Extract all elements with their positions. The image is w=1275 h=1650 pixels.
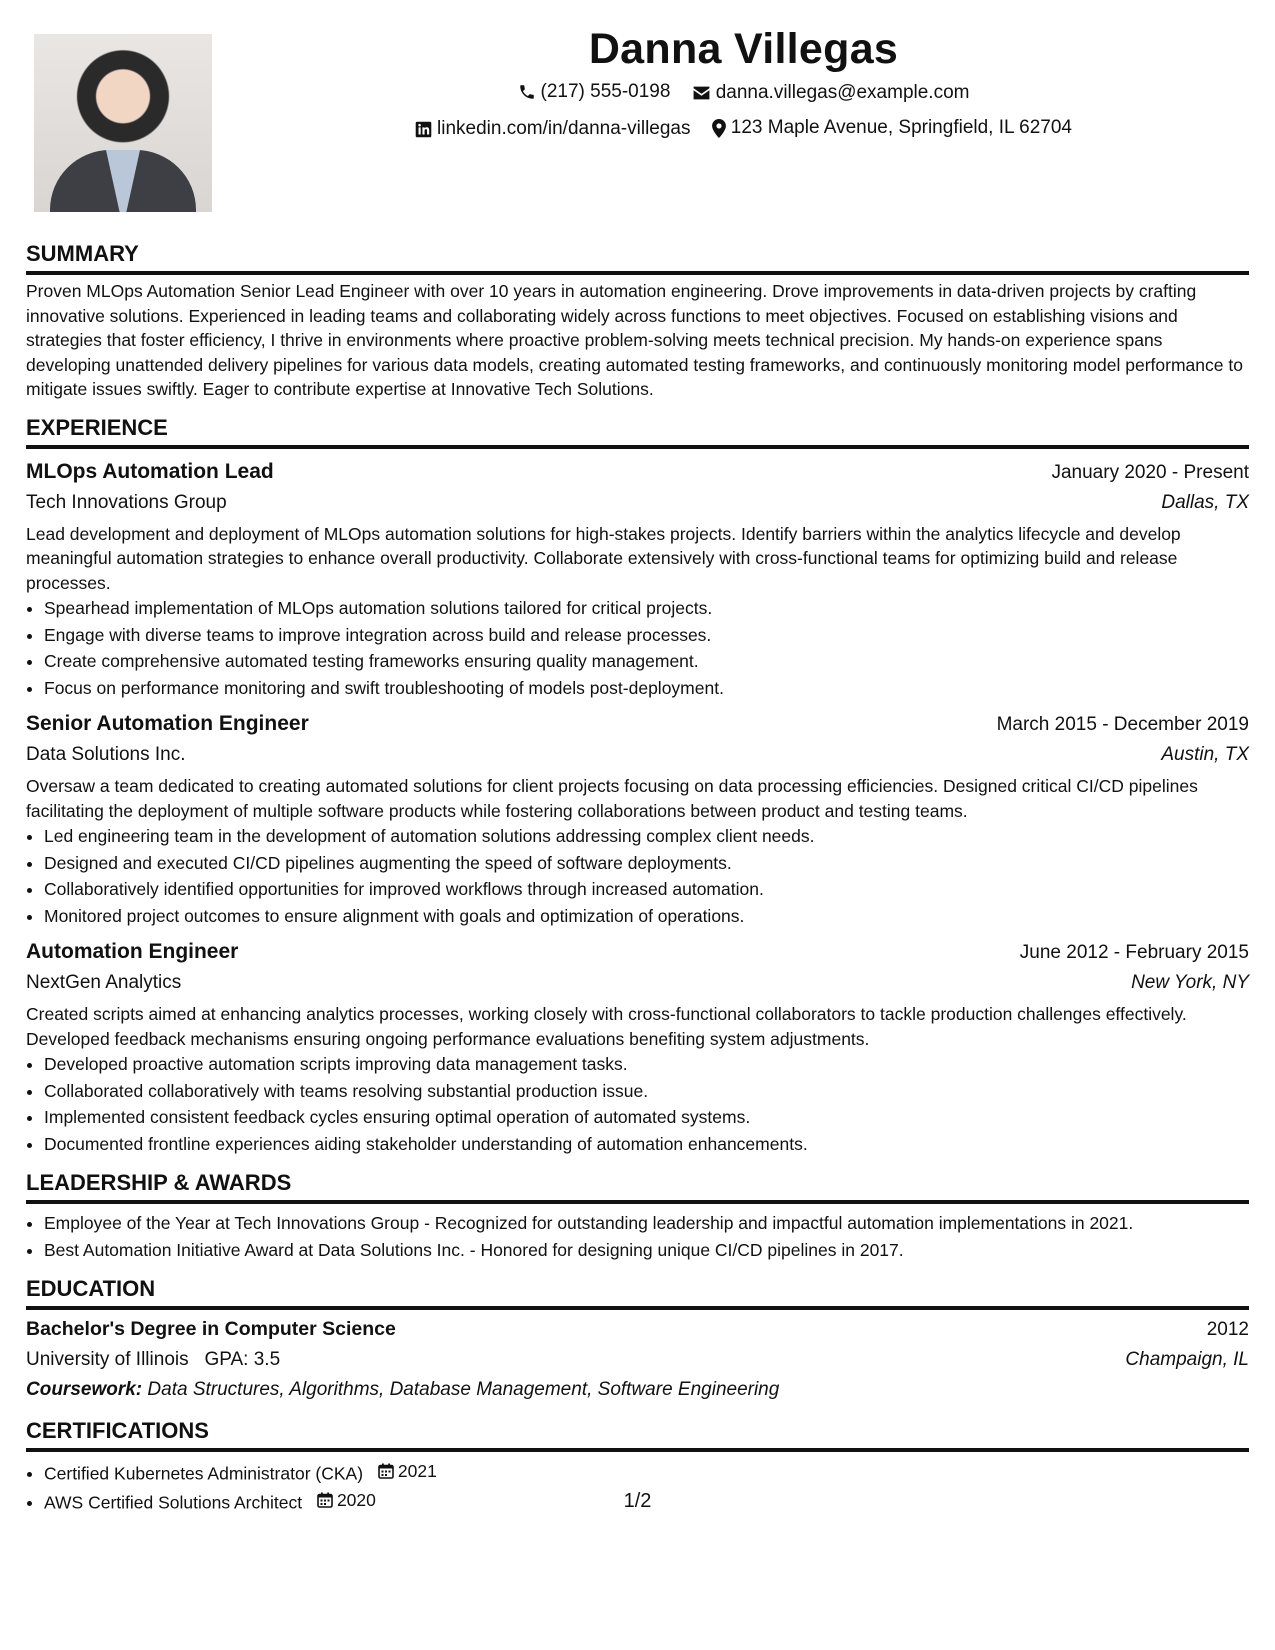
page-number: 1/2 xyxy=(623,1490,652,1512)
list-item: • Documented frontline experiences aiding stakeholder understanding of automation enhancements. xyxy=(44,1131,1249,1158)
list-item: • Engage with diverse teams to improve integration across build and release processes. xyxy=(44,622,1249,649)
phone-icon xyxy=(518,83,536,101)
job-dates: January 2020 - Present xyxy=(1051,461,1249,483)
job-entry xyxy=(26,457,1249,702)
section-title-awards: LEADERSHIP & AWARDS xyxy=(26,1169,1249,1204)
summary-section xyxy=(26,240,1249,402)
map-pin-icon xyxy=(712,119,726,138)
experience-section xyxy=(26,414,1249,1158)
company-name: Tech Innovations Group xyxy=(26,491,227,513)
coursework xyxy=(26,1375,1249,1405)
job-title: MLOps Automation Lead xyxy=(26,459,274,483)
list-item xyxy=(44,1458,1249,1487)
list-item: • Focus on performance monitoring and swift troubleshooting of models post-deployment. xyxy=(44,675,1249,702)
phone-contact xyxy=(518,76,671,108)
job-entry xyxy=(26,937,1249,1157)
job-title: Automation Engineer xyxy=(26,940,239,963)
job-title: Senior Automation Engineer xyxy=(26,712,309,735)
certification-year: 2021 xyxy=(397,1461,437,1481)
profile-photo xyxy=(34,34,212,212)
list-item: • Monitored project outcomes to ensure alignment with goals and optimization of operations. xyxy=(44,903,1249,930)
list-item: • Collaboratively identified opportunities for improved workflows through increased automation. xyxy=(44,876,1249,903)
job-bullets xyxy=(26,595,1249,701)
coursework-list: Data Structures, Algorithms, Database Management, Software Engineering xyxy=(147,1379,780,1400)
degree-name: Bachelor's Degree in Computer Science xyxy=(26,1318,396,1340)
resume-body xyxy=(26,240,1249,1528)
phone-number: (217) 555-0198 xyxy=(540,81,671,102)
address-contact xyxy=(712,112,1072,144)
section-title-education: EDUCATION xyxy=(26,1275,1249,1310)
job-location: Dallas, TX xyxy=(1161,491,1249,513)
envelope-icon xyxy=(692,85,711,101)
job-bullets xyxy=(26,1051,1249,1157)
job-location: New York, NY xyxy=(1131,972,1249,993)
job-description: Created scripts aimed at enhancing analytics processes, working closely with cross-functional collaborators to tackle production challenges effectively. Developed feedback mechanisms ensuring ongoing performance evaluations benefiting system adjustments. xyxy=(26,1004,1187,1049)
list-item: • Led engineering team in the development of automation solutions addressing complex client needs. xyxy=(44,823,1249,850)
list-item: • Developed proactive automation scripts improving data management tasks. xyxy=(44,1051,1249,1078)
contact-line-2 xyxy=(212,112,1275,149)
section-title-certifications: CERTIFICATIONS xyxy=(26,1417,1249,1452)
linkedin-icon xyxy=(415,121,432,138)
resume-header xyxy=(212,22,1275,149)
certification-name: AWS Certified Solutions Architect xyxy=(44,1492,303,1512)
list-item: • Collaborated collaboratively with teams resolving substantial production issue. xyxy=(44,1078,1249,1105)
job-dates: March 2015 - December 2019 xyxy=(996,714,1249,735)
coursework-label: Coursework: xyxy=(26,1379,143,1400)
list-item: • Create comprehensive automated testing frameworks ensuring quality management. xyxy=(44,648,1249,675)
list-item: • Designed and executed CI/CD pipelines augmenting the speed of software deployments. xyxy=(44,850,1249,877)
email-contact[interactable] xyxy=(692,77,970,109)
calendar-icon xyxy=(378,1463,394,1479)
education-section xyxy=(26,1275,1249,1405)
school-name: University of Illinois xyxy=(26,1349,189,1370)
list-item: • Implemented consistent feedback cycles ensuring optimal operation of automated systems. xyxy=(44,1104,1249,1131)
company-name: Data Solutions Inc. xyxy=(26,744,186,765)
job-dates: June 2012 - February 2015 xyxy=(1019,942,1249,963)
email-address: danna.villegas@example.com xyxy=(715,82,970,103)
list-item: • Spearhead implementation of MLOps automation solutions tailored for critical projects. xyxy=(44,595,1249,622)
awards-list xyxy=(26,1210,1249,1263)
section-title-summary: SUMMARY xyxy=(26,240,1249,275)
school-location: Champaign, IL xyxy=(1125,1349,1249,1370)
candidate-name: Danna Villegas xyxy=(588,25,899,73)
contact-line-1 xyxy=(212,76,1275,112)
job-location: Austin, TX xyxy=(1161,744,1249,765)
company-name: NextGen Analytics xyxy=(26,972,182,993)
section-title-experience: EXPERIENCE xyxy=(26,414,1249,449)
job-description: Lead development and deployment of MLOps automation solutions for high-stakes projects. Identify barriers within the analytics lifecycle and develop meaningful automation strategies to enhance overall productivity. Collaborate extensively with cross-functional teams for optimizing build and release processes. xyxy=(26,523,1181,593)
linkedin-url: linkedin.com/in/danna-villegas xyxy=(437,118,691,139)
graduation-year: 2012 xyxy=(1206,1319,1249,1340)
job-description: Oversaw a team dedicated to creating automated solutions for client projects focusing on data processing efficiencies. Designed critical CI/CD pipelines facilitating the deployment of multiple software products while fostering collaborations between product and testing teams. xyxy=(26,776,1198,821)
certification-year: 2020 xyxy=(336,1489,376,1510)
gpa: GPA: 3.5 xyxy=(204,1349,281,1370)
summary-text: Proven MLOps Automation Senior Lead Engineer with over 10 years in automation engineering. Drove improvements in data-driven projects by crafting innovative solutions. Experienced in leading teams and collaborating widely across functions to meet objectives. Focused on establishing visions and strategies that foster efficiency, I thrive in environments where proactive problem-solving meets technical precision. My hands-on experience spans developing unattended delivery pipelines for various data models, creating automated testing frameworks, and continuously monitoring model performance to mitigate issues swiftly. Eager to contribute expertise at Innovative Tech Solutions. xyxy=(26,281,1243,399)
certification-name: Certified Kubernetes Administrator (CKA) xyxy=(44,1463,364,1484)
list-item: • Employee of the Year at Tech Innovations Group - Recognized for outstanding leadership and impactful automation implementations in 2021. xyxy=(44,1210,1249,1237)
list-item: • Best Automation Initiative Award at Data Solutions Inc. - Honored for designing unique CI/CD pipelines in 2017. xyxy=(44,1237,1249,1264)
linkedin-contact[interactable] xyxy=(415,113,690,145)
job-bullets xyxy=(26,823,1249,929)
street-address: 123 Maple Avenue, Springfield, IL 62704 xyxy=(730,117,1072,138)
job-entry xyxy=(26,709,1249,929)
awards-section xyxy=(26,1169,1249,1263)
